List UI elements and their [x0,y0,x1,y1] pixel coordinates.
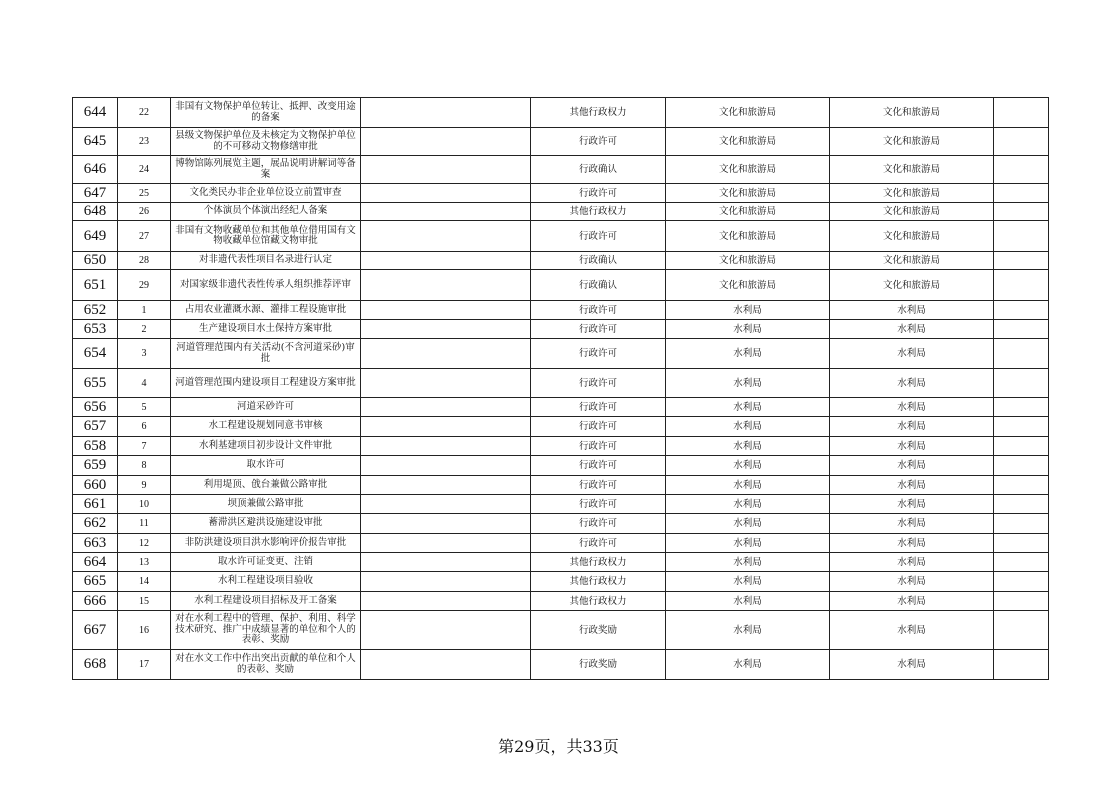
power-category: 行政许可 [531,495,666,514]
blank-cell [361,495,531,514]
blank-cell [361,553,531,572]
matter-name: 非国有文物保护单位转让、抵押、改变用途的备案 [171,98,361,128]
table-row [73,252,1049,270]
implementing-body: 水利局 [830,437,994,456]
department: 水利局 [666,369,830,398]
remarks [994,270,1049,301]
matter-name: 对在水文工作中作出突出贡献的单位和个人的表彰、奖励 [171,650,361,680]
department: 文化和旅游局 [666,203,830,221]
implementing-body: 水利局 [830,398,994,417]
matter-name: 河道管理范围内有关活动(不含河道采砂)审批 [171,339,361,369]
sub-number: 14 [118,572,171,592]
blank-cell [361,611,531,650]
sub-number: 4 [118,369,171,398]
row-number: 667 [73,611,118,650]
table-row [73,301,1049,320]
remarks [994,456,1049,476]
blank-cell [361,156,531,184]
department: 水利局 [666,437,830,456]
table-row [73,456,1049,476]
implementing-body: 文化和旅游局 [830,128,994,156]
sub-number: 26 [118,203,171,221]
sub-number: 11 [118,514,171,534]
matter-name: 对在水利工程中的管理、保护、利用、科学技术研究、推广中成绩显著的单位和个人的表彰、奖励 [171,611,361,650]
sub-number: 10 [118,495,171,514]
remarks [994,553,1049,572]
sub-number: 15 [118,592,171,611]
sub-number: 7 [118,437,171,456]
blank-cell [361,252,531,270]
sub-number: 1 [118,301,171,320]
matter-name: 水利基建项目初步设计文件审批 [171,437,361,456]
matter-name: 水利工程建设项目招标及开工备案 [171,592,361,611]
row-number: 647 [73,184,118,203]
matter-name: 河道采砂许可 [171,398,361,417]
sub-number: 23 [118,128,171,156]
blank-cell [361,417,531,437]
table-row [73,320,1049,339]
blank-cell [361,534,531,553]
power-category: 行政许可 [531,320,666,339]
blank-cell [361,514,531,534]
power-category: 行政许可 [531,417,666,437]
power-category: 行政许可 [531,398,666,417]
sub-number: 29 [118,270,171,301]
department: 水利局 [666,650,830,680]
implementing-body: 水利局 [830,553,994,572]
power-category: 行政确认 [531,156,666,184]
table-row [73,650,1049,680]
matter-name: 利用堤顶、戗台兼做公路审批 [171,476,361,495]
department: 文化和旅游局 [666,221,830,252]
sub-number: 25 [118,184,171,203]
remarks [994,650,1049,680]
remarks [994,301,1049,320]
row-number: 654 [73,339,118,369]
remarks [994,156,1049,184]
remarks [994,184,1049,203]
table-row [73,572,1049,592]
remarks [994,128,1049,156]
row-number: 644 [73,98,118,128]
table-row [73,534,1049,553]
page-number-footer: 第29页，共33页 [498,737,619,756]
remarks [994,398,1049,417]
row-number: 656 [73,398,118,417]
table-row [73,221,1049,252]
department: 水利局 [666,572,830,592]
table-row [73,417,1049,437]
sub-number: 2 [118,320,171,339]
remarks [994,221,1049,252]
row-number: 646 [73,156,118,184]
remarks [994,320,1049,339]
matter-name: 博物馆陈列展览主题，展品说明讲解词等备案 [171,156,361,184]
remarks [994,437,1049,456]
department: 水利局 [666,534,830,553]
implementing-body: 文化和旅游局 [830,156,994,184]
matter-name: 文化类民办非企业单位设立前置审查 [171,184,361,203]
power-category: 行政许可 [531,534,666,553]
row-number: 651 [73,270,118,301]
blank-cell [361,650,531,680]
row-number: 663 [73,534,118,553]
matter-name: 坝顶兼做公路审批 [171,495,361,514]
remarks [994,611,1049,650]
power-category: 行政确认 [531,252,666,270]
blank-cell [361,184,531,203]
matter-name: 对非遗代表性项目名录进行认定 [171,252,361,270]
implementing-body: 文化和旅游局 [830,270,994,301]
table-row [73,495,1049,514]
department: 水利局 [666,339,830,369]
blank-cell [361,369,531,398]
remarks [994,339,1049,369]
implementing-body: 文化和旅游局 [830,203,994,221]
department: 水利局 [666,495,830,514]
blank-cell [361,320,531,339]
power-category: 其他行政权力 [531,592,666,611]
sub-number: 27 [118,221,171,252]
row-number: 649 [73,221,118,252]
remarks [994,592,1049,611]
matter-name: 水利工程建设项目验收 [171,572,361,592]
implementing-body: 水利局 [830,417,994,437]
matter-name: 个体演员个体演出经纪人备案 [171,203,361,221]
remarks [994,534,1049,553]
table-body [73,98,1049,680]
blank-cell [361,221,531,252]
sub-number: 12 [118,534,171,553]
implementing-body: 水利局 [830,572,994,592]
remarks [994,252,1049,270]
department: 水利局 [666,514,830,534]
department: 水利局 [666,553,830,572]
row-number: 655 [73,369,118,398]
remarks [994,476,1049,495]
row-number: 664 [73,553,118,572]
blank-cell [361,203,531,221]
table-row [73,339,1049,369]
power-category: 行政许可 [531,456,666,476]
sub-number: 28 [118,252,171,270]
matter-table [72,97,1049,680]
table-row [73,184,1049,203]
power-category: 行政许可 [531,184,666,203]
blank-cell [361,301,531,320]
remarks [994,369,1049,398]
power-category: 其他行政权力 [531,98,666,128]
matter-name: 县级文物保护单位及未核定为文物保护单位的不可移动文物修缮审批 [171,128,361,156]
row-number: 662 [73,514,118,534]
department: 文化和旅游局 [666,156,830,184]
blank-cell [361,98,531,128]
matter-name: 对国家级非遗代表性传承人组织推荐评审 [171,270,361,301]
implementing-body: 水利局 [830,592,994,611]
table-row [73,203,1049,221]
power-category: 行政许可 [531,301,666,320]
implementing-body: 水利局 [830,514,994,534]
implementing-body: 水利局 [830,611,994,650]
department: 水利局 [666,398,830,417]
sub-number: 13 [118,553,171,572]
row-number: 668 [73,650,118,680]
table-row [73,270,1049,301]
power-category: 行政确认 [531,270,666,301]
sub-number: 24 [118,156,171,184]
implementing-body: 水利局 [830,369,994,398]
table-row [73,369,1049,398]
remarks [994,514,1049,534]
matter-name: 蓄滞洪区避洪设施建设审批 [171,514,361,534]
power-category: 行政许可 [531,437,666,456]
department: 文化和旅游局 [666,98,830,128]
row-number: 660 [73,476,118,495]
remarks [994,98,1049,128]
matter-name: 占用农业灌溉水源、灌排工程设施审批 [171,301,361,320]
matter-name: 取水许可 [171,456,361,476]
table-row [73,611,1049,650]
table-row [73,476,1049,495]
matter-name: 非防洪建设项目洪水影响评价报告审批 [171,534,361,553]
table-row [73,553,1049,572]
implementing-body: 水利局 [830,476,994,495]
table-row [73,156,1049,184]
row-number: 666 [73,592,118,611]
blank-cell [361,592,531,611]
implementing-body: 文化和旅游局 [830,221,994,252]
blank-cell [361,128,531,156]
power-category: 行政许可 [531,339,666,369]
department: 文化和旅游局 [666,128,830,156]
row-number: 657 [73,417,118,437]
blank-cell [361,437,531,456]
row-number: 665 [73,572,118,592]
power-category: 其他行政权力 [531,572,666,592]
department: 水利局 [666,476,830,495]
implementing-body: 文化和旅游局 [830,184,994,203]
implementing-body: 水利局 [830,456,994,476]
row-number: 658 [73,437,118,456]
matter-name: 水工程建设规划同意书审核 [171,417,361,437]
matter-name: 生产建设项目水土保持方案审批 [171,320,361,339]
row-number: 648 [73,203,118,221]
implementing-body: 水利局 [830,320,994,339]
row-number: 652 [73,301,118,320]
sub-number: 6 [118,417,171,437]
power-category: 行政许可 [531,221,666,252]
table-row [73,437,1049,456]
implementing-body: 文化和旅游局 [830,98,994,128]
sub-number: 3 [118,339,171,369]
table-row [73,128,1049,156]
department: 水利局 [666,320,830,339]
power-category: 行政许可 [531,128,666,156]
blank-cell [361,339,531,369]
power-category: 行政奖励 [531,650,666,680]
power-category: 行政许可 [531,369,666,398]
sub-number: 8 [118,456,171,476]
department: 水利局 [666,592,830,611]
remarks [994,572,1049,592]
remarks [994,495,1049,514]
power-category: 其他行政权力 [531,553,666,572]
table-row [73,98,1049,128]
sub-number: 9 [118,476,171,495]
department: 水利局 [666,417,830,437]
row-number: 659 [73,456,118,476]
blank-cell [361,476,531,495]
department: 水利局 [666,301,830,320]
implementing-body: 文化和旅游局 [830,252,994,270]
implementing-body: 水利局 [830,650,994,680]
row-number: 650 [73,252,118,270]
department: 文化和旅游局 [666,270,830,301]
power-category: 行政奖励 [531,611,666,650]
row-number: 653 [73,320,118,339]
implementing-body: 水利局 [830,301,994,320]
row-number: 661 [73,495,118,514]
matter-name: 取水许可证变更、注销 [171,553,361,572]
blank-cell [361,398,531,417]
row-number: 645 [73,128,118,156]
table-row [73,398,1049,417]
sub-number: 5 [118,398,171,417]
sub-number: 16 [118,611,171,650]
remarks [994,417,1049,437]
power-category: 行政许可 [531,476,666,495]
department: 水利局 [666,456,830,476]
power-category: 其他行政权力 [531,203,666,221]
implementing-body: 水利局 [830,339,994,369]
blank-cell [361,456,531,476]
table-row [73,514,1049,534]
remarks [994,203,1049,221]
sub-number: 22 [118,98,171,128]
implementing-body: 水利局 [830,534,994,553]
table-row [73,592,1049,611]
sub-number: 17 [118,650,171,680]
department: 文化和旅游局 [666,184,830,203]
blank-cell [361,572,531,592]
matter-name: 非国有文物收藏单位和其他单位借用国有文物收藏单位馆藏文物审批 [171,221,361,252]
power-category: 行政许可 [531,514,666,534]
department: 水利局 [666,611,830,650]
implementing-body: 水利局 [830,495,994,514]
blank-cell [361,270,531,301]
department: 文化和旅游局 [666,252,830,270]
matter-name: 河道管理范围内建设项目工程建设方案审批 [171,369,361,398]
